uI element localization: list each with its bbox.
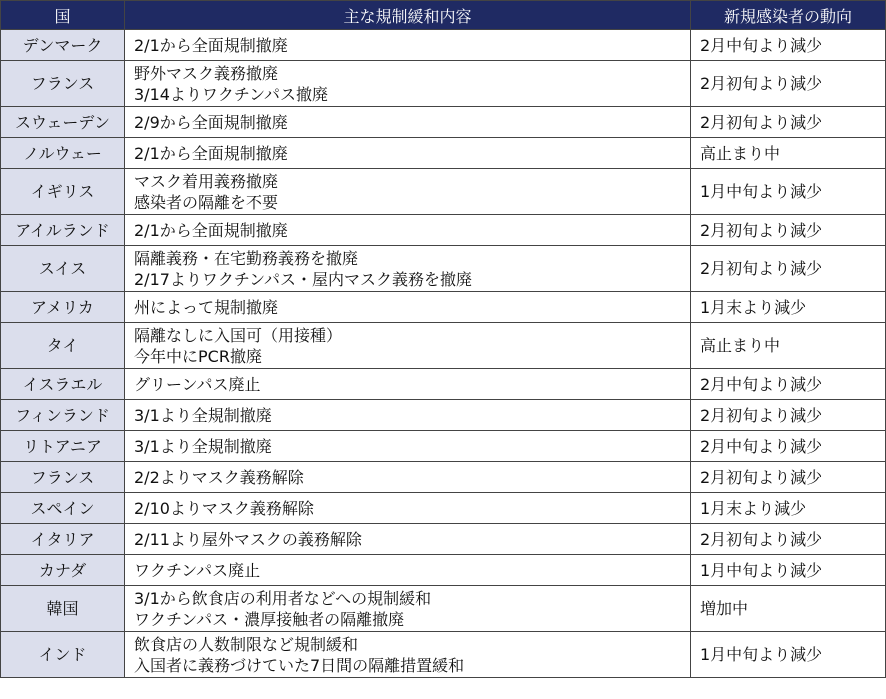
table-row <box>1 107 886 138</box>
content-line: ワクチンパス・濃厚接触者の隔離撤廃 <box>134 609 405 629</box>
content-line: 2/1から全面規制撤廃 <box>134 35 288 55</box>
country-cell: フィンランド <box>1 400 125 431</box>
content-cell <box>125 462 691 493</box>
content-line: 3/1より全規制撤廃 <box>134 405 272 425</box>
table-row <box>1 323 886 369</box>
table-row <box>1 400 886 431</box>
content-cell <box>125 586 691 632</box>
header-trend: 新規感染者の動向 <box>691 1 886 30</box>
trend-cell: 2月初旬より減少 <box>691 524 886 555</box>
content-line: グリーンパス廃止 <box>134 374 261 394</box>
country-cell: フランス <box>1 61 125 107</box>
table-row <box>1 169 886 215</box>
trend-cell: 2月初旬より減少 <box>691 215 886 246</box>
trend-cell: 増加中 <box>691 586 886 632</box>
trend-cell: 高止まり中 <box>691 323 886 369</box>
trend-cell: 2月初旬より減少 <box>691 400 886 431</box>
table-row <box>1 30 886 61</box>
content-cell <box>125 169 691 215</box>
header-content: 主な規制緩和内容 <box>125 1 691 30</box>
content-cell <box>125 323 691 369</box>
country-cell: デンマーク <box>1 30 125 61</box>
content-cell <box>125 431 691 462</box>
trend-cell: 1月末より減少 <box>691 292 886 323</box>
content-cell <box>125 215 691 246</box>
content-cell <box>125 369 691 400</box>
content-line: 3/1より全規制撤廃 <box>134 436 272 456</box>
content-cell <box>125 632 691 678</box>
trend-cell: 2月初旬より減少 <box>691 462 886 493</box>
trend-cell: 2月中旬より減少 <box>691 369 886 400</box>
content-line: 2/1から全面規制撤廃 <box>134 220 288 240</box>
country-cell: イスラエル <box>1 369 125 400</box>
content-line: 3/1から飲食店の利用者などへの規制緩和 <box>134 588 432 608</box>
trend-cell: 2月初旬より減少 <box>691 246 886 292</box>
content-cell <box>125 246 691 292</box>
content-line: 2/10よりマスク義務解除 <box>134 498 314 518</box>
table-row <box>1 61 886 107</box>
header-row <box>1 1 886 30</box>
country-cell: アイルランド <box>1 215 125 246</box>
content-cell <box>125 107 691 138</box>
table-row <box>1 215 886 246</box>
content-cell <box>125 61 691 107</box>
country-cell: インド <box>1 632 125 678</box>
content-line: 3/14よりワクチンパス撤廃 <box>134 84 329 104</box>
table-row <box>1 369 886 400</box>
table-row <box>1 524 886 555</box>
content-line: 2/2よりマスク義務解除 <box>134 467 304 487</box>
content-line: 感染者の隔離を不要 <box>134 192 279 212</box>
trend-cell: 2月初旬より減少 <box>691 61 886 107</box>
trend-cell: 高止まり中 <box>691 138 886 169</box>
trend-cell: 1月中旬より減少 <box>691 555 886 586</box>
table-row <box>1 493 886 524</box>
country-cell: アメリカ <box>1 292 125 323</box>
country-cell: 韓国 <box>1 586 125 632</box>
trend-cell: 2月初旬より減少 <box>691 107 886 138</box>
table-row <box>1 555 886 586</box>
header-country: 国 <box>1 1 125 30</box>
content-line: 州によって規制撤廃 <box>134 297 279 317</box>
country-cell: イタリア <box>1 524 125 555</box>
country-cell: フランス <box>1 462 125 493</box>
country-cell: リトアニア <box>1 431 125 462</box>
content-line: 入国者に義務づけていた7日間の隔離措置緩和 <box>134 655 465 675</box>
trend-cell: 2月中旬より減少 <box>691 30 886 61</box>
table-row <box>1 431 886 462</box>
content-cell <box>125 400 691 431</box>
content-line: 2/1から全面規制撤廃 <box>134 143 288 163</box>
content-line: 2/11より屋外マスクの義務解除 <box>134 529 362 549</box>
country-cell: カナダ <box>1 555 125 586</box>
table-row <box>1 632 886 678</box>
country-cell: イギリス <box>1 169 125 215</box>
trend-cell: 2月中旬より減少 <box>691 431 886 462</box>
trend-cell: 1月末より減少 <box>691 493 886 524</box>
table-row <box>1 586 886 632</box>
country-cell: タイ <box>1 323 125 369</box>
content-cell <box>125 138 691 169</box>
content-cell <box>125 555 691 586</box>
country-cell: ノルウェー <box>1 138 125 169</box>
country-cell: スウェーデン <box>1 107 125 138</box>
content-line: 2/17よりワクチンパス・屋内マスク義務を撤廃 <box>134 269 473 289</box>
content-line: 2/9から全面規制撤廃 <box>134 112 288 132</box>
table-row <box>1 246 886 292</box>
content-line: マスク着用義務撤廃 <box>134 171 279 191</box>
content-cell <box>125 30 691 61</box>
trend-cell: 1月中旬より減少 <box>691 169 886 215</box>
content-line: 今年中にPCR撤廃 <box>134 346 262 366</box>
content-cell <box>125 524 691 555</box>
content-line: 隔離なしに入国可（用接種） <box>134 325 343 345</box>
content-cell <box>125 292 691 323</box>
content-line: 野外マスク義務撤廃 <box>134 63 279 83</box>
content-cell <box>125 493 691 524</box>
table-row <box>1 292 886 323</box>
content-line: ワクチンパス廃止 <box>134 560 261 580</box>
table-row <box>1 138 886 169</box>
content-line: 飲食店の人数制限など規制緩和 <box>134 634 359 654</box>
country-cell: スペイン <box>1 493 125 524</box>
content-line: 隔離義務・在宅勤務義務を撤廃 <box>134 248 359 268</box>
country-cell: スイス <box>1 246 125 292</box>
table-row <box>1 462 886 493</box>
trend-cell: 1月中旬より減少 <box>691 632 886 678</box>
